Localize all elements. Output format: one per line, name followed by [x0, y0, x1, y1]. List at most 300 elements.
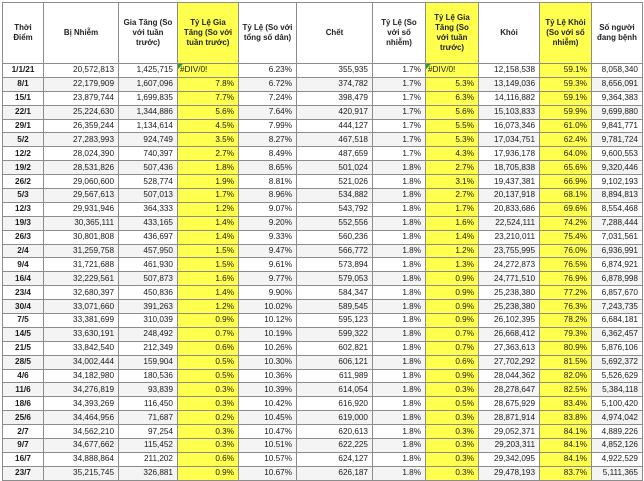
cell-date[interactable]: 4/6 [3, 369, 44, 383]
cell-infected[interactable]: 28,531,826 [44, 161, 119, 175]
cell-increase-rate[interactable]: 7.8% [178, 77, 239, 91]
cell-date[interactable]: 25/6 [3, 411, 44, 425]
cell-increase[interactable]: 457,950 [119, 244, 178, 258]
cell-population-rate[interactable]: 10.39% [239, 383, 297, 397]
cell-recovery-rate[interactable]: 65.6% [540, 161, 592, 175]
cell-recovery-rate[interactable]: 84.1% [540, 439, 592, 453]
cell-recovered[interactable]: 15,103,833 [479, 105, 540, 119]
cell-increase-rate[interactable]: 7.7% [178, 91, 239, 105]
cell-date[interactable]: 19/2 [3, 161, 44, 175]
cell-population-rate[interactable]: 9.07% [239, 202, 297, 216]
cell-date[interactable]: 21/5 [3, 341, 44, 355]
cell-death-increase-rate[interactable]: 0.9% [426, 272, 479, 286]
cell-increase-rate[interactable]: 1.9% [178, 175, 239, 189]
cell-active-cases[interactable]: 5,876,106 [592, 341, 643, 355]
cell-population-rate[interactable]: 6.23% [239, 64, 297, 78]
cell-death-increase-rate[interactable]: 2.7% [426, 161, 479, 175]
cell-recovery-rate[interactable]: 76.3% [540, 300, 592, 314]
cell-deaths[interactable]: 616,920 [297, 397, 373, 411]
cell-death-rate[interactable]: 1.8% [373, 327, 426, 341]
cell-infected[interactable]: 33,630,191 [44, 327, 119, 341]
cell-date[interactable]: 23/4 [3, 286, 44, 300]
cell-recovered[interactable]: 17,936,178 [479, 147, 540, 161]
cell-increase-rate[interactable]: 1.2% [178, 300, 239, 314]
cell-increase[interactable]: 507,013 [119, 189, 178, 203]
cell-deaths[interactable]: 444,127 [297, 119, 373, 133]
cell-infected[interactable]: 33,842,540 [44, 341, 119, 355]
cell-death-increase-rate[interactable]: 1.2% [426, 244, 479, 258]
cell-date[interactable]: 16/4 [3, 272, 44, 286]
cell-recovered[interactable]: 28,871,914 [479, 411, 540, 425]
cell-recovery-rate[interactable]: 59.1% [540, 64, 592, 78]
cell-population-rate[interactable]: 10.12% [239, 314, 297, 328]
cell-deaths[interactable]: 467,518 [297, 133, 373, 147]
cell-increase-rate[interactable]: 1.5% [178, 258, 239, 272]
cell-deaths[interactable]: 606,121 [297, 355, 373, 369]
cell-recovery-rate[interactable]: 74.2% [540, 216, 592, 230]
cell-death-rate[interactable]: 1.8% [373, 216, 426, 230]
cell-recovered[interactable]: 19,437,381 [479, 175, 540, 189]
cell-infected[interactable]: 31,259,758 [44, 244, 119, 258]
header-cell-active-cases[interactable]: Số người đang bệnh [592, 3, 643, 64]
cell-recovery-rate[interactable]: 80.9% [540, 341, 592, 355]
cell-population-rate[interactable]: 8.27% [239, 133, 297, 147]
cell-increase[interactable]: 116,450 [119, 397, 178, 411]
cell-active-cases[interactable]: 8,894,813 [592, 189, 643, 203]
cell-population-rate[interactable]: 7.64% [239, 105, 297, 119]
cell-date[interactable]: 26/3 [3, 230, 44, 244]
cell-death-rate[interactable]: 1.8% [373, 258, 426, 272]
cell-recovered[interactable]: 27,363,613 [479, 341, 540, 355]
cell-increase[interactable]: 450,836 [119, 286, 178, 300]
cell-recovered[interactable]: 13,149,036 [479, 77, 540, 91]
cell-active-cases[interactable]: 9,102,193 [592, 175, 643, 189]
cell-recovery-rate[interactable]: 83.7% [540, 466, 592, 480]
cell-recovery-rate[interactable]: 81.5% [540, 355, 592, 369]
cell-death-rate[interactable]: 1.8% [373, 244, 426, 258]
cell-recovered[interactable]: 16,073,346 [479, 119, 540, 133]
cell-increase-rate[interactable]: 0.6% [178, 452, 239, 466]
cell-active-cases[interactable]: 6,684,181 [592, 314, 643, 328]
cell-date[interactable]: 28/5 [3, 355, 44, 369]
cell-death-increase-rate[interactable]: 6.3% [426, 91, 479, 105]
cell-deaths[interactable]: 626,187 [297, 466, 373, 480]
cell-increase[interactable]: 326,881 [119, 466, 178, 480]
cell-death-rate[interactable]: 1.8% [373, 286, 426, 300]
cell-death-rate[interactable]: 1.8% [373, 300, 426, 314]
cell-death-rate[interactable]: 1.8% [373, 439, 426, 453]
cell-increase-rate[interactable]: 0.5% [178, 355, 239, 369]
cell-death-rate[interactable]: 1.8% [373, 369, 426, 383]
cell-recovery-rate[interactable]: 82.0% [540, 369, 592, 383]
cell-infected[interactable]: 34,182,980 [44, 369, 119, 383]
cell-population-rate[interactable]: 9.77% [239, 272, 297, 286]
cell-active-cases[interactable]: 5,384,118 [592, 383, 643, 397]
cell-infected[interactable]: 26,359,244 [44, 119, 119, 133]
cell-death-rate[interactable]: 1.8% [373, 341, 426, 355]
cell-deaths[interactable]: 614,054 [297, 383, 373, 397]
cell-population-rate[interactable]: 9.90% [239, 286, 297, 300]
cell-recovery-rate[interactable]: 76.0% [540, 244, 592, 258]
cell-population-rate[interactable]: 10.67% [239, 466, 297, 480]
cell-death-increase-rate[interactable]: 0.7% [426, 327, 479, 341]
cell-deaths[interactable]: 595,123 [297, 314, 373, 328]
cell-increase-rate[interactable]: #DIV/0! [178, 64, 239, 78]
cell-death-rate[interactable]: 1.7% [373, 133, 426, 147]
cell-increase-rate[interactable]: 0.9% [178, 314, 239, 328]
cell-active-cases[interactable]: 8,058,340 [592, 64, 643, 78]
cell-active-cases[interactable]: 9,699,880 [592, 105, 643, 119]
cell-deaths[interactable]: 355,935 [297, 64, 373, 78]
cell-increase-rate[interactable]: 2.7% [178, 147, 239, 161]
cell-recovered[interactable]: 28,044,362 [479, 369, 540, 383]
cell-death-increase-rate[interactable]: 1.3% [426, 258, 479, 272]
cell-increase-rate[interactable]: 0.9% [178, 466, 239, 480]
cell-active-cases[interactable]: 6,878,998 [592, 272, 643, 286]
header-cell-death-increase-rate[interactable]: Tỷ Lệ Gia Tăng (So với tuần trước) [426, 3, 479, 64]
cell-death-increase-rate[interactable]: 1.6% [426, 216, 479, 230]
cell-infected[interactable]: 34,888,864 [44, 452, 119, 466]
cell-date[interactable]: 9/4 [3, 258, 44, 272]
cell-deaths[interactable]: 398,479 [297, 91, 373, 105]
cell-increase[interactable]: 1,344,886 [119, 105, 178, 119]
cell-death-increase-rate[interactable]: 0.3% [426, 383, 479, 397]
cell-active-cases[interactable]: 6,857,670 [592, 286, 643, 300]
cell-infected[interactable]: 28,024,390 [44, 147, 119, 161]
cell-infected[interactable]: 29,567,613 [44, 189, 119, 203]
cell-date[interactable]: 22/1 [3, 105, 44, 119]
cell-active-cases[interactable]: 5,692,372 [592, 355, 643, 369]
cell-active-cases[interactable]: 5,111,365 [592, 466, 643, 480]
cell-infected[interactable]: 35,215,745 [44, 466, 119, 480]
cell-death-increase-rate[interactable]: 1.7% [426, 202, 479, 216]
header-cell-infected[interactable]: Bị Nhiễm [44, 3, 119, 64]
cell-infected[interactable]: 29,060,600 [44, 175, 119, 189]
cell-active-cases[interactable]: 4,974,042 [592, 411, 643, 425]
cell-recovered[interactable]: 18,705,838 [479, 161, 540, 175]
cell-active-cases[interactable]: 4,922,529 [592, 452, 643, 466]
cell-death-rate[interactable]: 1.8% [373, 383, 426, 397]
cell-increase[interactable]: 391,263 [119, 300, 178, 314]
cell-infected[interactable]: 34,677,662 [44, 439, 119, 453]
cell-death-increase-rate[interactable]: 5.5% [426, 119, 479, 133]
cell-infected[interactable]: 31,721,688 [44, 258, 119, 272]
cell-death-rate[interactable]: 1.8% [373, 202, 426, 216]
cell-deaths[interactable]: 624,127 [297, 452, 373, 466]
cell-recovered[interactable]: 14,116,882 [479, 91, 540, 105]
cell-death-increase-rate[interactable]: 0.9% [426, 300, 479, 314]
cell-increase-rate[interactable]: 0.6% [178, 341, 239, 355]
cell-increase-rate[interactable]: 4.5% [178, 119, 239, 133]
cell-increase-rate[interactable]: 5.6% [178, 105, 239, 119]
cell-active-cases[interactable]: 9,364,383 [592, 91, 643, 105]
cell-population-rate[interactable]: 7.24% [239, 91, 297, 105]
cell-recovery-rate[interactable]: 83.4% [540, 397, 592, 411]
cell-date[interactable]: 5/3 [3, 189, 44, 203]
cell-death-rate[interactable]: 1.8% [373, 175, 426, 189]
cell-deaths[interactable]: 584,347 [297, 286, 373, 300]
cell-infected[interactable]: 34,002,444 [44, 355, 119, 369]
cell-active-cases[interactable]: 9,320,446 [592, 161, 643, 175]
cell-recovery-rate[interactable]: 59.9% [540, 105, 592, 119]
cell-recovery-rate[interactable]: 68.1% [540, 189, 592, 203]
cell-increase[interactable]: 740,397 [119, 147, 178, 161]
header-cell-time[interactable]: Thời Điểm [3, 3, 44, 64]
cell-increase[interactable]: 93,839 [119, 383, 178, 397]
cell-population-rate[interactable]: 8.65% [239, 161, 297, 175]
cell-deaths[interactable]: 521,026 [297, 175, 373, 189]
cell-population-rate[interactable]: 9.33% [239, 230, 297, 244]
cell-recovery-rate[interactable]: 75.4% [540, 230, 592, 244]
header-cell-deaths[interactable]: Chết [297, 3, 373, 64]
cell-increase-rate[interactable]: 1.2% [178, 202, 239, 216]
cell-increase[interactable]: 97,254 [119, 425, 178, 439]
cell-date[interactable]: 1/1/21 [3, 64, 44, 78]
cell-increase[interactable]: 528,774 [119, 175, 178, 189]
cell-increase-rate[interactable]: 0.2% [178, 411, 239, 425]
cell-recovery-rate[interactable]: 61.0% [540, 119, 592, 133]
cell-increase[interactable]: 310,039 [119, 314, 178, 328]
cell-recovery-rate[interactable]: 59.3% [540, 77, 592, 91]
cell-recovered[interactable]: 29,478,193 [479, 466, 540, 480]
cell-increase[interactable]: 248,492 [119, 327, 178, 341]
cell-population-rate[interactable]: 9.61% [239, 258, 297, 272]
cell-increase[interactable]: 212,349 [119, 341, 178, 355]
cell-date[interactable]: 11/6 [3, 383, 44, 397]
cell-recovery-rate[interactable]: 59.1% [540, 91, 592, 105]
cell-recovered[interactable]: 23,210,011 [479, 230, 540, 244]
cell-population-rate[interactable]: 10.51% [239, 439, 297, 453]
cell-death-increase-rate[interactable]: 0.3% [426, 425, 479, 439]
cell-death-rate[interactable]: 1.7% [373, 77, 426, 91]
cell-deaths[interactable]: 501,024 [297, 161, 373, 175]
cell-death-rate[interactable]: 1.8% [373, 230, 426, 244]
cell-increase-rate[interactable]: 0.3% [178, 383, 239, 397]
cell-date[interactable]: 5/2 [3, 133, 44, 147]
cell-death-rate[interactable]: 1.8% [373, 314, 426, 328]
cell-recovery-rate[interactable]: 84.1% [540, 425, 592, 439]
cell-date[interactable]: 14/5 [3, 327, 44, 341]
cell-increase[interactable]: 71,687 [119, 411, 178, 425]
cell-deaths[interactable]: 560,236 [297, 230, 373, 244]
cell-infected[interactable]: 34,562,210 [44, 425, 119, 439]
cell-population-rate[interactable]: 8.49% [239, 147, 297, 161]
cell-death-rate[interactable]: 1.8% [373, 411, 426, 425]
cell-recovered[interactable]: 25,238,380 [479, 286, 540, 300]
cell-date[interactable]: 8/1 [3, 77, 44, 91]
cell-population-rate[interactable]: 10.30% [239, 355, 297, 369]
cell-population-rate[interactable]: 10.57% [239, 452, 297, 466]
cell-recovery-rate[interactable]: 78.2% [540, 314, 592, 328]
cell-infected[interactable]: 34,393,269 [44, 397, 119, 411]
cell-date[interactable]: 15/1 [3, 91, 44, 105]
cell-recovery-rate[interactable]: 64.0% [540, 147, 592, 161]
cell-deaths[interactable]: 602,821 [297, 341, 373, 355]
cell-recovered[interactable]: 29,342,095 [479, 452, 540, 466]
cell-death-rate[interactable]: 1.8% [373, 466, 426, 480]
cell-increase-rate[interactable]: 1.4% [178, 216, 239, 230]
cell-increase-rate[interactable]: 1.4% [178, 230, 239, 244]
cell-date[interactable]: 12/2 [3, 147, 44, 161]
cell-active-cases[interactable]: 4,889,226 [592, 425, 643, 439]
cell-active-cases[interactable]: 4,852,126 [592, 439, 643, 453]
cell-infected[interactable]: 30,365,111 [44, 216, 119, 230]
cell-increase[interactable]: 507,873 [119, 272, 178, 286]
cell-increase[interactable]: 364,333 [119, 202, 178, 216]
cell-population-rate[interactable]: 9.47% [239, 244, 297, 258]
cell-death-rate[interactable]: 1.7% [373, 64, 426, 78]
cell-increase-rate[interactable]: 0.3% [178, 439, 239, 453]
cell-population-rate[interactable]: 9.20% [239, 216, 297, 230]
cell-infected[interactable]: 25,224,630 [44, 105, 119, 119]
cell-population-rate[interactable]: 10.47% [239, 425, 297, 439]
cell-population-rate[interactable]: 10.26% [239, 341, 297, 355]
cell-infected[interactable]: 22,179,909 [44, 77, 119, 91]
cell-death-rate[interactable]: 1.8% [373, 189, 426, 203]
cell-death-rate[interactable]: 1.7% [373, 147, 426, 161]
cell-deaths[interactable]: 374,782 [297, 77, 373, 91]
cell-recovery-rate[interactable]: 77.2% [540, 286, 592, 300]
cell-recovered[interactable]: 26,668,412 [479, 327, 540, 341]
cell-active-cases[interactable]: 6,874,921 [592, 258, 643, 272]
cell-death-increase-rate[interactable]: 5.3% [426, 133, 479, 147]
cell-date[interactable]: 2/4 [3, 244, 44, 258]
cell-infected[interactable]: 33,381,699 [44, 314, 119, 328]
cell-population-rate[interactable]: 10.02% [239, 300, 297, 314]
header-cell-increase-rate[interactable]: Tỷ Lệ Gia Tăng (So với tuần trước) [178, 3, 239, 64]
cell-increase[interactable]: 159,904 [119, 355, 178, 369]
cell-recovered[interactable]: 27,702,292 [479, 355, 540, 369]
cell-active-cases[interactable]: 6,936,991 [592, 244, 643, 258]
cell-deaths[interactable]: 566,772 [297, 244, 373, 258]
cell-increase[interactable]: 1,699,835 [119, 91, 178, 105]
cell-death-rate[interactable]: 1.7% [373, 105, 426, 119]
cell-recovery-rate[interactable]: 76.9% [540, 272, 592, 286]
cell-increase[interactable]: 507,436 [119, 161, 178, 175]
cell-recovery-rate[interactable]: 79.3% [540, 327, 592, 341]
cell-deaths[interactable]: 487,659 [297, 147, 373, 161]
cell-active-cases[interactable]: 8,554,468 [592, 202, 643, 216]
cell-increase[interactable]: 436,697 [119, 230, 178, 244]
cell-death-increase-rate[interactable]: 0.3% [426, 411, 479, 425]
cell-deaths[interactable]: 543,792 [297, 202, 373, 216]
cell-recovered[interactable]: 25,238,380 [479, 300, 540, 314]
cell-death-increase-rate[interactable]: 0.9% [426, 314, 479, 328]
cell-deaths[interactable]: 579,053 [297, 272, 373, 286]
cell-active-cases[interactable]: 9,841,771 [592, 119, 643, 133]
cell-active-cases[interactable]: 7,031,561 [592, 230, 643, 244]
cell-increase-rate[interactable]: 1.4% [178, 286, 239, 300]
cell-increase[interactable]: 433,165 [119, 216, 178, 230]
cell-infected[interactable]: 32,680,397 [44, 286, 119, 300]
cell-death-increase-rate[interactable]: 4.3% [426, 147, 479, 161]
cell-recovered[interactable]: 12,158,538 [479, 64, 540, 78]
cell-deaths[interactable]: 552,556 [297, 216, 373, 230]
cell-death-rate[interactable]: 1.8% [373, 397, 426, 411]
cell-increase-rate[interactable]: 0.3% [178, 397, 239, 411]
cell-active-cases[interactable]: 5,526,629 [592, 369, 643, 383]
cell-death-rate[interactable]: 1.7% [373, 119, 426, 133]
cell-increase-rate[interactable]: 0.7% [178, 327, 239, 341]
cell-active-cases[interactable]: 7,288,444 [592, 216, 643, 230]
cell-date[interactable]: 26/2 [3, 175, 44, 189]
cell-death-increase-rate[interactable]: 0.7% [426, 341, 479, 355]
cell-date[interactable]: 2/7 [3, 425, 44, 439]
cell-death-increase-rate[interactable]: 0.6% [426, 355, 479, 369]
cell-population-rate[interactable]: 10.36% [239, 369, 297, 383]
cell-recovery-rate[interactable]: 69.6% [540, 202, 592, 216]
header-cell-recovered[interactable]: Khỏi [479, 3, 540, 64]
cell-recovered[interactable]: 24,272,873 [479, 258, 540, 272]
cell-increase-rate[interactable]: 0.3% [178, 425, 239, 439]
cell-death-increase-rate[interactable]: 0.3% [426, 452, 479, 466]
cell-deaths[interactable]: 620,613 [297, 425, 373, 439]
cell-increase-rate[interactable]: 3.5% [178, 133, 239, 147]
cell-date[interactable]: 29/1 [3, 119, 44, 133]
cell-deaths[interactable]: 599,322 [297, 327, 373, 341]
cell-population-rate[interactable]: 10.42% [239, 397, 297, 411]
cell-death-rate[interactable]: 1.8% [373, 272, 426, 286]
cell-infected[interactable]: 33,071,660 [44, 300, 119, 314]
cell-infected[interactable]: 32,229,561 [44, 272, 119, 286]
cell-recovery-rate[interactable]: 76.5% [540, 258, 592, 272]
cell-recovered[interactable]: 29,203,311 [479, 439, 540, 453]
cell-date[interactable]: 7/5 [3, 314, 44, 328]
cell-active-cases[interactable]: 9,600,553 [592, 147, 643, 161]
cell-increase[interactable]: 1,607,096 [119, 77, 178, 91]
cell-date[interactable]: 19/3 [3, 216, 44, 230]
cell-recovered[interactable]: 26,102,395 [479, 314, 540, 328]
cell-death-rate[interactable]: 1.8% [373, 452, 426, 466]
cell-increase-rate[interactable]: 1.5% [178, 244, 239, 258]
cell-death-increase-rate[interactable]: 0.3% [426, 439, 479, 453]
cell-deaths[interactable]: 534,882 [297, 189, 373, 203]
cell-recovery-rate[interactable]: 66.9% [540, 175, 592, 189]
cell-death-increase-rate[interactable]: #DIV/0! [426, 64, 479, 78]
cell-death-rate[interactable]: 1.8% [373, 425, 426, 439]
cell-deaths[interactable]: 622,225 [297, 439, 373, 453]
cell-date[interactable]: 23/7 [3, 466, 44, 480]
cell-recovered[interactable]: 20,833,686 [479, 202, 540, 216]
cell-deaths[interactable]: 619,000 [297, 411, 373, 425]
header-cell-increase[interactable]: Gia Tăng (So với tuần trước) [119, 3, 178, 64]
cell-increase[interactable]: 461,930 [119, 258, 178, 272]
cell-recovered[interactable]: 23,755,995 [479, 244, 540, 258]
cell-date[interactable]: 30/4 [3, 300, 44, 314]
cell-recovered[interactable]: 17,034,751 [479, 133, 540, 147]
cell-death-increase-rate[interactable]: 1.4% [426, 230, 479, 244]
cell-active-cases[interactable]: 7,243,735 [592, 300, 643, 314]
cell-date[interactable]: 18/6 [3, 397, 44, 411]
header-cell-population-rate[interactable]: Tỷ Lệ (So với tổng số dân) [239, 3, 297, 64]
cell-population-rate[interactable]: 8.81% [239, 175, 297, 189]
cell-increase-rate[interactable]: 1.7% [178, 189, 239, 203]
cell-population-rate[interactable]: 10.19% [239, 327, 297, 341]
cell-active-cases[interactable]: 6,362,457 [592, 327, 643, 341]
cell-increase-rate[interactable]: 1.6% [178, 272, 239, 286]
cell-active-cases[interactable]: 8,656,091 [592, 77, 643, 91]
cell-deaths[interactable]: 589,545 [297, 300, 373, 314]
cell-increase[interactable]: 1,425,715 [119, 64, 178, 78]
cell-increase[interactable]: 115,452 [119, 439, 178, 453]
cell-active-cases[interactable]: 9,781,724 [592, 133, 643, 147]
cell-death-rate[interactable]: 1.8% [373, 161, 426, 175]
cell-population-rate[interactable]: 6.72% [239, 77, 297, 91]
cell-recovered[interactable]: 29,052,371 [479, 425, 540, 439]
cell-death-increase-rate[interactable]: 2.7% [426, 189, 479, 203]
cell-increase[interactable]: 924,749 [119, 133, 178, 147]
cell-death-increase-rate[interactable]: 3.1% [426, 175, 479, 189]
